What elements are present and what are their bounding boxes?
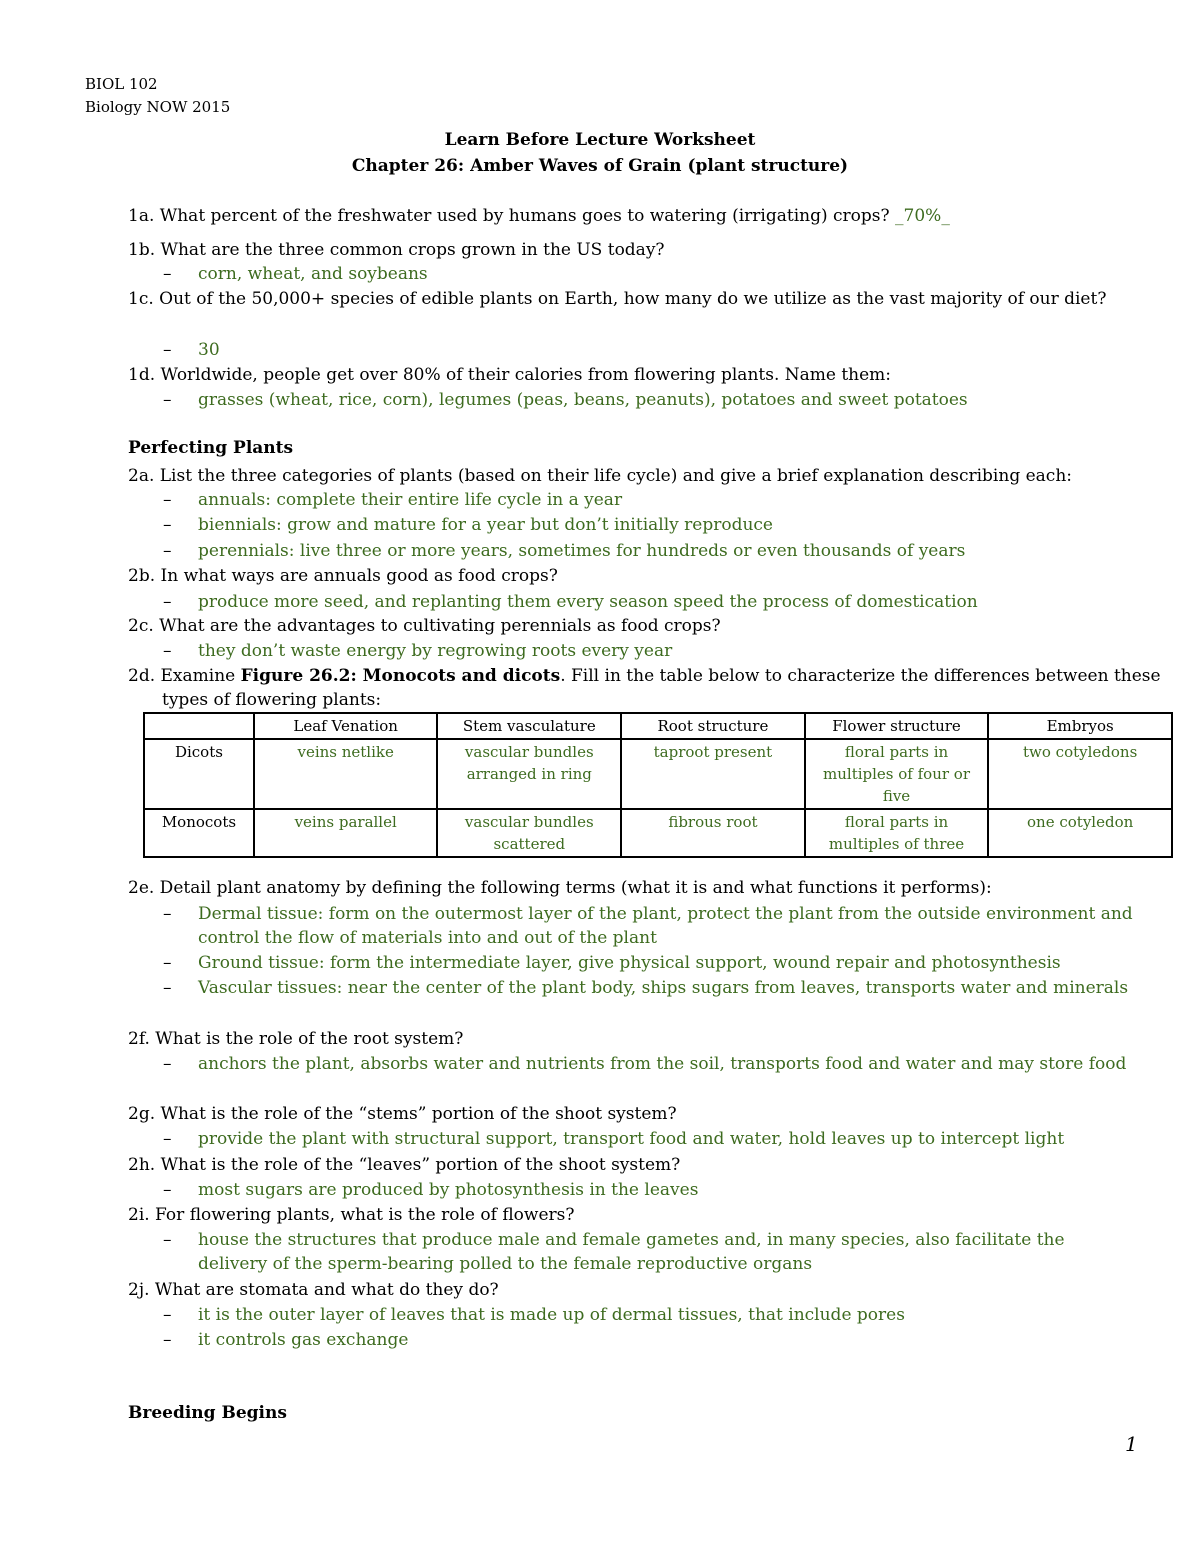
answer-2b: produce more seed, and replanting them every season speed the process of domestication [198, 592, 978, 612]
monocot-dicot-table [143, 712, 1173, 858]
bullet-dash: – [163, 1305, 172, 1325]
section-heading-breeding-begins: Breeding Begins [128, 1403, 287, 1423]
bullet-dash: – [163, 390, 172, 410]
book-title: Biology NOW 2015 [85, 98, 231, 116]
table-header-cell: Embryos [988, 713, 1172, 739]
bullet-dash: – [163, 1330, 172, 1350]
question-2d-prefix: 2d. Examine [128, 666, 241, 686]
table-row-monocots [144, 809, 1172, 857]
answer-2h: most sugars are produced by photosynthesis in the leaves [198, 1180, 699, 1200]
answer-2a-perennials: perennials: live three or more years, sometimes for hundreds or even thousands of years [198, 541, 966, 561]
question-2d-suffix: . Fill in the table below to characterize the differences between these types of flowering plants: [162, 666, 1161, 710]
bullet-dash: – [163, 1180, 172, 1200]
answer-2g: provide the plant with structural support, transport food and water, hold leaves up to intercept light [198, 1129, 1065, 1149]
answer-1d: grasses (wheat, rice, corn), legumes (peas, beans, peanuts), potatoes and sweet potatoes [198, 390, 968, 410]
question-2f: 2f. What is the role of the root system? [128, 1029, 464, 1049]
table-cell: vascular bundles scattered [437, 809, 621, 857]
bullet-dash: – [163, 1230, 172, 1250]
table-header-cell: Flower structure [805, 713, 989, 739]
answer-1c: 30 [198, 340, 220, 360]
table-header-row [144, 713, 1172, 739]
question-2j: 2j. What are stomata and what do they do? [128, 1280, 499, 1300]
question-1a-text: 1a. What percent of the freshwater used by humans goes to watering (irrigating) crops? [128, 206, 890, 226]
answer-2e-dermal: Dermal tissue: form on the outermost layer of the plant, protect the plant from the outside environment and control the flow of materials into and out of the plant [198, 904, 1133, 948]
bullet-dash: – [163, 641, 172, 661]
question-2a: 2a. List the three categories of plants (based on their life cycle) and give a brief explanation describing each: [128, 466, 1072, 486]
answer-2f: anchors the plant, absorbs water and nutrients from the soil, transports food and water and may store food [198, 1054, 1127, 1074]
table-header-cell [144, 713, 254, 739]
table-cell: taproot present [621, 739, 805, 809]
answer-2a-biennials: biennials: grow and mature for a year but don’t initially reproduce [198, 515, 773, 535]
table-cell: floral parts in multiples of three [805, 809, 989, 857]
question-2b: 2b. In what ways are annuals good as food crops? [128, 566, 558, 586]
bullet-dash: – [163, 904, 172, 924]
bullet-dash: – [163, 1054, 172, 1074]
answer-2j-2: it controls gas exchange [198, 1330, 409, 1350]
table-row-dicots [144, 739, 1172, 809]
question-1c: 1c. Out of the 50,000+ species of edible plants on Earth, how many do we utilize as the vast majority of our diet? [128, 289, 1107, 309]
table-cell: one cotyledon [988, 809, 1172, 857]
question-2e: 2e. Detail plant anatomy by defining the following terms (what it is and what functions it performs): [128, 878, 992, 898]
answer-2c: they don’t waste energy by regrowing roots every year [198, 641, 673, 661]
table-cell: floral parts in multiples of four or five [805, 739, 989, 809]
page-number: 1 [1125, 1432, 1138, 1456]
bullet-dash: – [163, 592, 172, 612]
answer-2e-vascular: Vascular tissues: near the center of the plant body, ships sugars from leaves, transports water and minerals [198, 978, 1129, 998]
table-cell: fibrous root [621, 809, 805, 857]
question-2i: 2i. For flowering plants, what is the role of flowers? [128, 1205, 575, 1225]
row-label: Dicots [144, 739, 254, 809]
bullet-dash: – [163, 978, 172, 998]
question-2g: 2g. What is the role of the “stems” portion of the shoot system? [128, 1104, 677, 1124]
answer-2j-1: it is the outer layer of leaves that is made up of dermal tissues, that include pores [198, 1305, 905, 1325]
question-1a [128, 204, 1138, 228]
answer-2e-ground: Ground tissue: form the intermediate layer, give physical support, wound repair and photosynthesis [198, 953, 1061, 973]
figure-reference: Figure 26.2: Monocots and dicots [240, 666, 561, 686]
row-label: Monocots [144, 809, 254, 857]
table-cell: veins netlike [254, 739, 438, 809]
question-1b: 1b. What are the three common crops grown in the US today? [128, 240, 665, 260]
question-2d [128, 664, 1172, 712]
question-2h: 2h. What is the role of the “leaves” portion of the shoot system? [128, 1155, 681, 1175]
table-cell: vascular bundles arranged in ring [437, 739, 621, 809]
bullet-dash: – [163, 1129, 172, 1149]
answer-1a: _70%_ [895, 206, 950, 226]
bullet-dash: – [163, 515, 172, 535]
table-header-cell: Stem vasculature [437, 713, 621, 739]
chapter-title: Chapter 26: Amber Waves of Grain (plant structure) [351, 156, 849, 176]
answer-1b: corn, wheat, and soybeans [198, 264, 428, 284]
course-code: BIOL 102 [85, 75, 158, 93]
bullet-dash: – [163, 490, 172, 510]
bullet-dash: – [163, 264, 172, 284]
bullet-dash: – [163, 541, 172, 561]
question-2c: 2c. What are the advantages to cultivating perennials as food crops? [128, 616, 721, 636]
worksheet-title: Learn Before Lecture Worksheet [444, 130, 756, 150]
bullet-dash: – [163, 953, 172, 973]
answer-2i: house the structures that produce male and female gametes and, in many species, also facilitate the delivery of the sperm-bearing polled to the female reproductive organs [198, 1230, 1065, 1274]
table-header-cell: Leaf Venation [254, 713, 438, 739]
question-1d: 1d. Worldwide, people get over 80% of their calories from flowering plants. Name them: [128, 365, 892, 385]
bullet-dash: – [163, 340, 172, 360]
table-cell: veins parallel [254, 809, 438, 857]
table-header-cell: Root structure [621, 713, 805, 739]
answer-2a-annuals: annuals: complete their entire life cycle in a year [198, 490, 623, 510]
section-heading-perfecting-plants: Perfecting Plants [128, 438, 294, 458]
table-cell: two cotyledons [988, 739, 1172, 809]
